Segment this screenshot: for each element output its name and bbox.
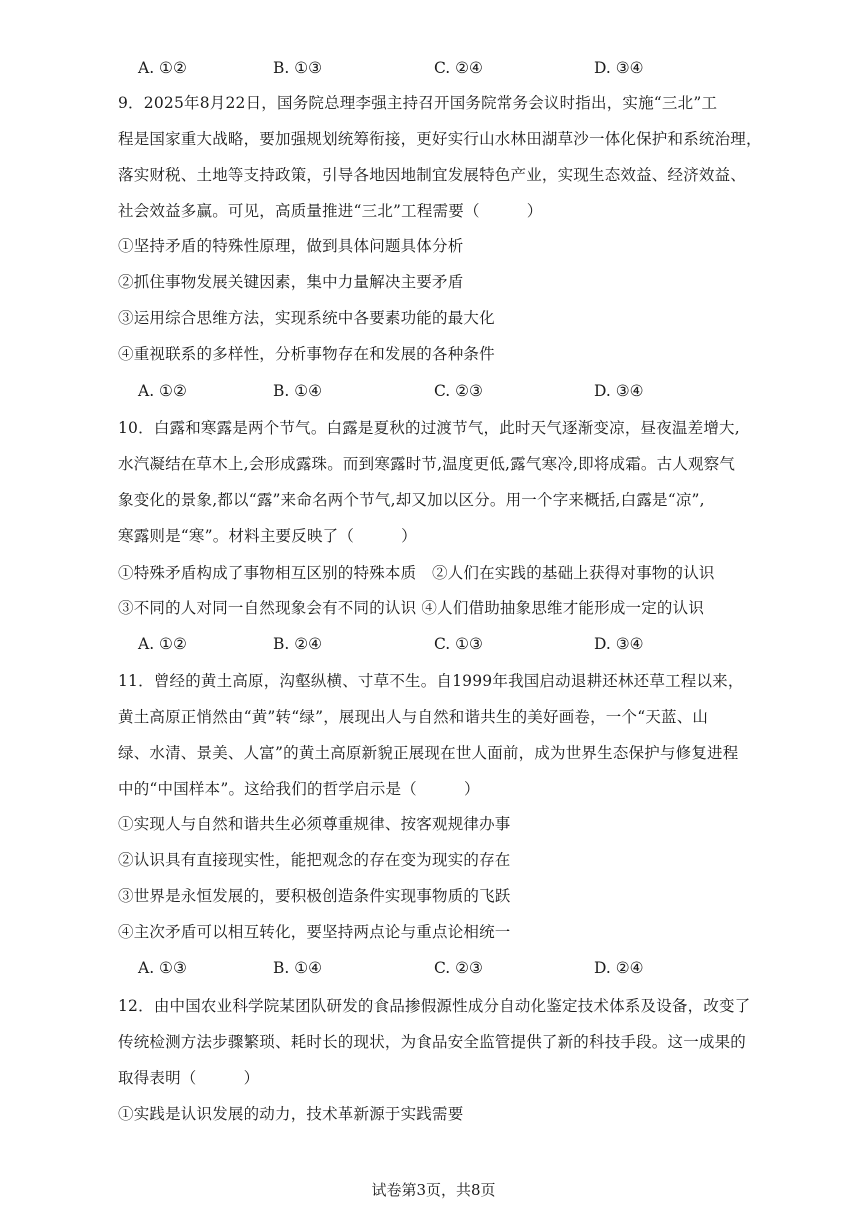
option-c: C. ②④ (434, 59, 483, 77)
question-text-line: 12．由中国农业科学院某团队研发的食品掺假源性成分自动化鉴定技术体系及设备，改变了 (118, 997, 751, 1015)
option-a: A. ①② (138, 382, 187, 400)
option-a: A. ①② (138, 635, 187, 653)
option-b: B. ①④ (273, 382, 323, 400)
option-a: A. ①③ (138, 959, 187, 977)
option-d: D. ②④ (594, 959, 644, 977)
statement-item: ③世界是永恒发展的，要积极创造条件实现事物质的飞跃 (118, 887, 511, 905)
question-text-line: 10．白露和寒露是两个节气。白露是夏秋的过渡节气，此时天气逐渐变凉，昼夜温差增大, (118, 419, 740, 437)
question-text-line: 程是国家重大战略，要加强规划统筹衔接，更好实行山水林田湖草沙一体化保护和系统治理， (118, 130, 762, 148)
option-c: C. ②③ (434, 959, 483, 977)
question-text-line: 中的“中国样本”。这给我们的哲学启示是（ ） (118, 780, 480, 798)
option-a: A. ①② (138, 59, 187, 77)
question-text-line: 社会效益多赢。可见，高质量推进“三北”工程需要（ ） (118, 202, 543, 220)
statement-item: ④重视联系的多样性，分析事物存在和发展的各种条件 (118, 345, 495, 363)
question-text-line: 绿、水清、景美、人富”的黄土高原新貌正展现在世人面前，成为世界生态保护与修复进程 (118, 744, 739, 762)
page-footer: 试卷第3页，共8页 (371, 1181, 496, 1199)
question-text-line: 取得表明（ ） (118, 1069, 260, 1087)
question-text-line: 传统检测方法步骤繁琐、耗时长的现状，为食品安全监管提供了新的科技手段。这一成果的 (118, 1033, 747, 1051)
option-d: D. ③④ (594, 635, 644, 653)
question-text-line: 黄土高原正悄然由“黄”转“绿”，展现出人与自然和谐共生的美好画卷，一个“天蓝、山 (118, 708, 709, 726)
q9-options (138, 381, 738, 403)
option-b: B. ②④ (273, 635, 323, 653)
statement-item: ④主次矛盾可以相互转化，要坚持两点论与重点论相统一 (118, 923, 511, 941)
question-text-line: 11．曾经的黄土高原，沟壑纵横、寸草不生。自1999年我国启动退耕还林还草工程以来， (118, 672, 744, 690)
statement-item: ②认识具有直接现实性，能把观念的存在变为现实的存在 (118, 851, 511, 869)
option-c: C. ②③ (434, 382, 483, 400)
statement-item: ①特殊矛盾构成了事物相互区别的特殊本质 ②人们在实践的基础上获得对事物的认识 (118, 564, 715, 582)
q8-options (138, 58, 738, 80)
statement-item: ③不同的人对同一自然现象会有不同的认识 ④人们借助抽象思维才能形成一定的认识 (118, 599, 705, 617)
statement-item: ②抓住事物发展关键因素，集中力量解决主要矛盾 (118, 273, 464, 291)
question-text-line: 寒露则是“寒”。材料主要反映了（ ） (118, 527, 417, 545)
option-b: B. ①③ (273, 59, 323, 77)
statement-item: ③运用综合思维方法，实现系统中各要素功能的最大化 (118, 309, 495, 327)
question-text-line: 落实财税、土地等支持政策，引导各地因地制宜发展特色产业，实现生态效益、经济效益、 (118, 166, 747, 184)
question-text-line: 水汽凝结在草木上,会形成露珠。而到寒露时节,温度更低,露气寒冷,即将成霜。古人观察气 (118, 455, 736, 473)
option-d: D. ③④ (594, 382, 644, 400)
option-b: B. ①④ (273, 959, 323, 977)
option-c: C. ①③ (434, 635, 483, 653)
option-d: D. ③④ (594, 59, 644, 77)
statement-item: ①实践是认识发展的动力，技术革新源于实践需要 (118, 1105, 464, 1123)
statement-item: ①坚持矛盾的特殊性原理，做到具体问题具体分析 (118, 237, 464, 255)
q10-options (138, 634, 738, 656)
statement-item: ①实现人与自然和谐共生必须尊重规律、按客观规律办事 (118, 815, 511, 833)
q11-options (138, 958, 738, 980)
question-text-line: 9．2025年8月22日，国务院总理李强主持召开国务院常务会议时指出，实施“三北”工 (118, 94, 718, 112)
question-text-line: 象变化的景象,都以“露”来命名两个节气,却又加以区分。用一个字来概括,白露是“凉”, (118, 491, 705, 509)
